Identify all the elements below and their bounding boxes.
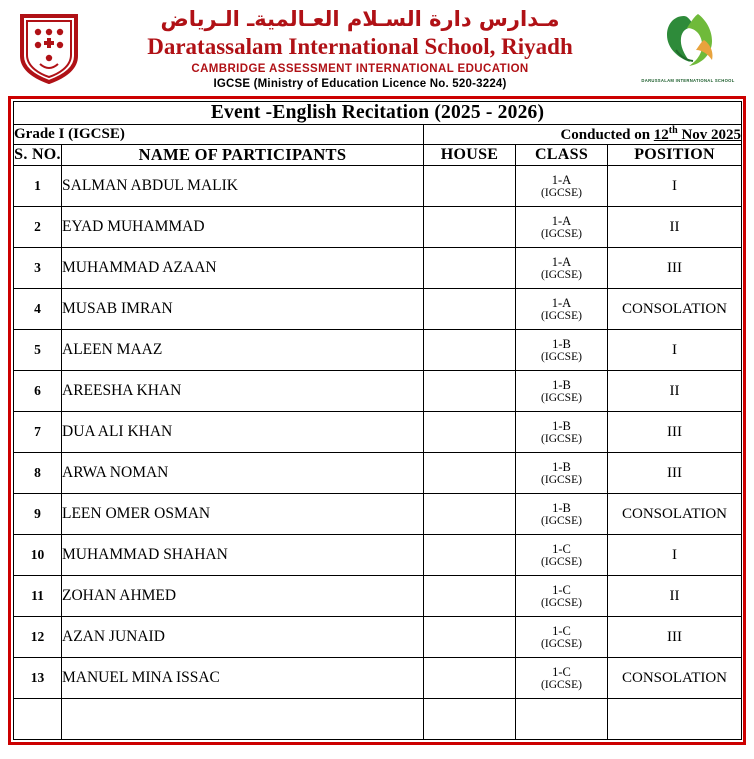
- table-row: [14, 699, 742, 740]
- row-class-line1: 1-A: [551, 254, 572, 269]
- col-head-name: NAME OF PARTICIPANTS: [62, 145, 424, 166]
- row-sno: 8: [14, 453, 62, 494]
- row-name: AREESHA KHAN: [62, 371, 424, 412]
- row-class: [516, 658, 608, 699]
- row-class: [516, 289, 608, 330]
- col-head-house: HOUSE: [424, 145, 516, 166]
- row-name: SALMAN ABDUL MALIK: [62, 166, 424, 207]
- table-header-row: [14, 145, 742, 166]
- row-house: [424, 330, 516, 371]
- row-sno: [14, 699, 62, 740]
- row-class: [516, 494, 608, 535]
- table-row: [14, 658, 742, 699]
- row-name: [62, 699, 424, 740]
- row-sno: 1: [14, 166, 62, 207]
- row-class-line1: 1-C: [552, 623, 571, 638]
- conducted-day: 12: [653, 127, 669, 143]
- row-position: III: [608, 248, 742, 289]
- row-class-line2: (IGCSE): [541, 555, 582, 568]
- row-class-line1: 1-A: [551, 172, 572, 187]
- row-position: III: [608, 617, 742, 658]
- row-name: ARWA NOMAN: [62, 453, 424, 494]
- row-position: CONSOLATION: [608, 658, 742, 699]
- row-position: CONSOLATION: [608, 494, 742, 535]
- row-house: [424, 658, 516, 699]
- row-class-line1: 1-B: [552, 459, 571, 474]
- row-sno: 10: [14, 535, 62, 576]
- row-house: [424, 371, 516, 412]
- event-title: Event -English Recitation (2025 - 2026): [14, 102, 742, 125]
- darassalam-logo-icon: [640, 10, 736, 86]
- arabic-school-title: مـدارس دارة السـلام العـالميةـ الـرياض: [160, 6, 560, 31]
- row-class: [516, 535, 608, 576]
- row-position: [608, 699, 742, 740]
- event-title-row: [14, 102, 742, 125]
- col-head-sno: S. NO.: [14, 145, 62, 166]
- school-name: Daratassalam International School, Riyadh: [147, 33, 573, 59]
- row-house: [424, 412, 516, 453]
- row-position: III: [608, 453, 742, 494]
- row-class-line2: (IGCSE): [541, 227, 582, 240]
- table-row: [14, 166, 742, 207]
- row-class-line2: (IGCSE): [541, 432, 582, 445]
- row-class: [516, 371, 608, 412]
- row-sno: 2: [14, 207, 62, 248]
- row-name: ALEEN MAAZ: [62, 330, 424, 371]
- row-class-line2: (IGCSE): [541, 268, 582, 281]
- row-sno: 4: [14, 289, 62, 330]
- row-name: EYAD MUHAMMAD: [62, 207, 424, 248]
- row-name: ZOHAN AHMED: [62, 576, 424, 617]
- header-titles: [80, 6, 640, 91]
- row-name: MUHAMMAD SHAHAN: [62, 535, 424, 576]
- row-class-line2: (IGCSE): [541, 186, 582, 199]
- row-name: LEEN OMER OSMAN: [62, 494, 424, 535]
- row-sno: 7: [14, 412, 62, 453]
- row-class-line2: (IGCSE): [541, 678, 582, 691]
- row-sno: 9: [14, 494, 62, 535]
- table-row: [14, 207, 742, 248]
- row-house: [424, 494, 516, 535]
- row-class-line1: 1-B: [552, 377, 571, 392]
- row-class-line2: (IGCSE): [541, 350, 582, 363]
- row-name: DUA ALI KHAN: [62, 412, 424, 453]
- row-class: [516, 166, 608, 207]
- row-position: III: [608, 412, 742, 453]
- row-sno: 11: [14, 576, 62, 617]
- row-class-line1: 1-B: [552, 418, 571, 433]
- row-name: AZAN JUNAID: [62, 617, 424, 658]
- row-class-line1: 1-A: [551, 213, 572, 228]
- row-class-line1: 1-C: [552, 582, 571, 597]
- col-head-class: CLASS: [516, 145, 608, 166]
- row-house: [424, 699, 516, 740]
- row-class-line2: (IGCSE): [541, 309, 582, 322]
- row-name: MUSAB IMRAN: [62, 289, 424, 330]
- row-class-line2: (IGCSE): [541, 637, 582, 650]
- table-row: [14, 248, 742, 289]
- row-house: [424, 166, 516, 207]
- row-class-line1: 1-B: [552, 336, 571, 351]
- row-position: I: [608, 535, 742, 576]
- row-class: [516, 453, 608, 494]
- row-position: II: [608, 207, 742, 248]
- conducted-date: [654, 127, 741, 143]
- table-row: [14, 576, 742, 617]
- cambridge-line: CAMBRIDGE ASSESSMENT INTERNATIONAL EDUCATION: [191, 63, 529, 76]
- row-class: [516, 248, 608, 289]
- row-class: [516, 699, 608, 740]
- row-sno: 5: [14, 330, 62, 371]
- row-name: MUHAMMAD AZAAN: [62, 248, 424, 289]
- document-header: [0, 0, 754, 92]
- row-class: [516, 330, 608, 371]
- logo-caption: DARUSSALAM INTERNATIONAL SCHOOL: [641, 78, 735, 83]
- row-class-line1: 1-C: [552, 541, 571, 556]
- row-house: [424, 248, 516, 289]
- table-row: [14, 412, 742, 453]
- row-house: [424, 617, 516, 658]
- row-position: I: [608, 330, 742, 371]
- grade-date-row: [14, 125, 742, 145]
- row-sno: 3: [14, 248, 62, 289]
- row-sno: 13: [14, 658, 62, 699]
- igcse-licence-line: IGCSE (Ministry of Education Licence No. 520-3224): [213, 78, 507, 91]
- col-head-position: POSITION: [608, 145, 742, 166]
- table-row: [14, 535, 742, 576]
- row-class-line1: 1-C: [552, 664, 571, 679]
- results-sheet: [8, 96, 746, 745]
- table-row: [14, 494, 742, 535]
- results-table: [13, 101, 742, 740]
- row-position: II: [608, 576, 742, 617]
- school-crest-icon: [18, 12, 80, 84]
- conducted-month-year: Nov 2025: [681, 127, 742, 143]
- row-position: I: [608, 166, 742, 207]
- row-class-line2: (IGCSE): [541, 596, 582, 609]
- row-class-line2: (IGCSE): [541, 473, 582, 486]
- row-house: [424, 207, 516, 248]
- row-house: [424, 576, 516, 617]
- table-row: [14, 453, 742, 494]
- row-name: MANUEL MINA ISSAC: [62, 658, 424, 699]
- conducted-day-suffix: th: [668, 125, 678, 136]
- table-row: [14, 289, 742, 330]
- conducted-on: [424, 125, 742, 145]
- row-class: [516, 617, 608, 658]
- grade-label: Grade I (IGCSE): [14, 125, 424, 145]
- conducted-prefix: Conducted on: [560, 127, 651, 143]
- row-sno: 12: [14, 617, 62, 658]
- row-class: [516, 412, 608, 453]
- row-position: CONSOLATION: [608, 289, 742, 330]
- row-house: [424, 453, 516, 494]
- row-class-line1: 1-A: [551, 295, 572, 310]
- row-position: II: [608, 371, 742, 412]
- row-class-line2: (IGCSE): [541, 391, 582, 404]
- row-house: [424, 535, 516, 576]
- row-class-line2: (IGCSE): [541, 514, 582, 527]
- row-class-line1: 1-B: [552, 500, 571, 515]
- table-row: [14, 330, 742, 371]
- row-house: [424, 289, 516, 330]
- table-row: [14, 617, 742, 658]
- table-row: [14, 371, 742, 412]
- row-class: [516, 207, 608, 248]
- row-sno: 6: [14, 371, 62, 412]
- row-class: [516, 576, 608, 617]
